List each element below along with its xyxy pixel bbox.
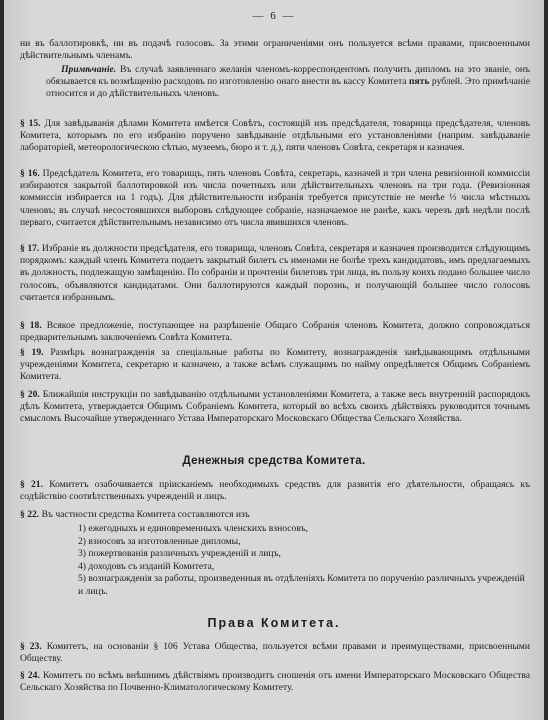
- note-text-2: рублей. Это примѣчаніе относится и до дѣйствительныхъ членовъ.: [46, 76, 530, 100]
- section-19: [20, 347, 530, 384]
- section-16: [20, 168, 530, 229]
- list-item: 3) пожертвованія различныхъ учрежденій и лицъ,: [78, 548, 281, 560]
- section-text: Въ частности средства Комитета составляются изъ: [41, 509, 250, 520]
- list-item: 4) доходовъ съ изданій Комитета,: [78, 560, 215, 572]
- section-number: § 18.: [20, 320, 42, 331]
- heading-money: Денежныя средства Комитета.: [182, 455, 366, 467]
- section-17: [20, 243, 530, 304]
- section-text: Ближайшія инструкціи по завѣдыванію отдѣльными установленіями Комитета, а также весь внутренній распорядокъ дѣлъ Комитета, утверждается Общимъ Собраніемъ Комитета, который во всѣхъ своихъ дѣйствіяхъ руководится точнымъ смысломъ Высочайше утвержденнаго Устава Императорскаго Московскаго Общества Сельскаго Хозяйства.: [20, 389, 530, 425]
- list-item: 2) взносовъ за изготовленные дипломы,: [78, 535, 241, 547]
- list-item: 5) вознагражденія за работы, произведенныя въ отдѣленіяхъ Комитета по порученію различныхъ учрежденій и лицъ.: [78, 573, 525, 597]
- page-number: — 6 —: [252, 10, 296, 22]
- note-amount: пять: [408, 76, 430, 88]
- section-20: [20, 389, 530, 426]
- section-text: Размѣръ вознагражденія за спеціальные работы по Комитету, вознагражденія завѣдывающимъ отдѣльными учрежденіями Комитета, секретарю и казначею, а также всѣмъ служащимъ по найму опредѣляется Общимъ Собраніемъ Комитета.: [20, 347, 530, 383]
- document-page: [4, 0, 544, 720]
- section-21: [20, 479, 530, 503]
- section-15: [20, 118, 530, 155]
- section-text: Комитетъ озабочивается пріисканіемъ необходимыхъ средствъ для развитія его дѣятельности, обращаясь къ содѣйствію соотвѣтственныхъ учрежденій и лицъ.: [20, 479, 530, 503]
- note-text-1: Въ случаѣ заявленнаго желанія членомъ-корреспондентомъ получить дипломъ на это званіе, онъ обязывается къ возмѣщенію расходовъ по изготовленію онаго внести въ кассу Комитета: [46, 64, 530, 88]
- heading-rights: Права Комитета.: [207, 616, 341, 630]
- section-22: [20, 509, 530, 521]
- list-item: 1) ежегодныхъ и единовременныхъ членскихъ взносовъ,: [78, 523, 308, 534]
- note-paragraph: [46, 64, 530, 101]
- section-text: Предсѣдатель Комитета, его товарищъ, пять членовъ Совѣта, секретарь, казначей и три члена ревизіонной коммиссіи избираются закрытой баллотировкой изъ числа почетныхъ или дѣйствительныхъ членовъ на три года. (Ревизіонная коммиссія избирается на 1 годъ). Для дѣйствительности избранія требуется присутствіе не менѣе ⅓ числа мѣстныхъ членовъ; въ случаѣ несостоявшихся выборовъ слѣдующее собраніе, назначаемое не ранѣе, какъ черезъ двѣ недѣли послѣ перваго, считается дѣйствительнымъ независимо отъ числа явившихся членовъ.: [20, 168, 531, 228]
- section-number: § 21.: [20, 479, 44, 490]
- section-number: § 22.: [20, 509, 40, 520]
- section-number: § 15.: [20, 118, 41, 129]
- note-lead: Примѣчаніе.: [61, 64, 117, 75]
- section-18: [20, 320, 530, 344]
- section-text: Избраніе въ должности предсѣдателя, его товарища, членовъ Совѣта, секретаря и казначея производится слѣдующимъ порядкомъ: каждый членъ Комитета подаетъ закрытый билетъ съ именами не болѣе трехъ кандидатовъ, имъ предлагаемыхъ въ должность, подлежащую замѣщенію. По собраніи и прочтеніи билетовъ три лица, въ пользу коихъ подано большее число голосовъ, объявляются кандидатами. Они баллотируются каждый порознь, и получающій большее число голосовъ считается избраннымъ.: [20, 243, 531, 303]
- section-text: Всякое предложеніе, поступающее на разрѣшеніе Общаго Собранія членовъ Комитета, должно сопровождаться предварительнымъ заключеніемъ Совѣта Комитета.: [20, 320, 530, 344]
- section-text: Для завѣдыванія дѣлами Комитета имѣется Совѣтъ, состоящій изъ предсѣдателя, товарища предсѣдателя, членовъ Комитета, которымъ по его избранію поручено завѣдываніе отдѣльными его установленіями (наприм. завѣдываніе лабораторіей, метеорологическою сѣтью, музеемъ, бюро и т. д.), пяти членовъ Совѣта, секретаря и казначея.: [20, 118, 531, 154]
- section-number: § 17.: [20, 243, 40, 254]
- section-24: [20, 670, 530, 694]
- section-text: Комитетъ, на основаніи § 106 Устава Общества, пользуется всѣми правами и преимуществами, присвоенными Обществу.: [20, 641, 531, 665]
- section-number: § 19.: [20, 347, 44, 358]
- section-number: § 16.: [20, 168, 40, 179]
- money-sources-list: [20, 523, 530, 599]
- section-number: § 20.: [20, 389, 40, 400]
- section-number: § 23.: [20, 641, 42, 652]
- section-23: [20, 641, 530, 665]
- section-number: § 24.: [20, 670, 40, 681]
- section-text: Комитетъ по всѣмъ внѣшнимъ дѣйствіямъ производитъ сношенія отъ имени Императорскаго Московскаго Общества Сельскаго Хозяйства по Почвенно-Климатологическому Комитету.: [20, 670, 530, 694]
- intro-paragraph: ни въ баллотировкѣ, ни въ подачѣ голосовъ. За этими ограниченіями онъ пользуется всѣми правами, присвоенными дѣйствительнымъ членамъ.: [20, 38, 530, 62]
